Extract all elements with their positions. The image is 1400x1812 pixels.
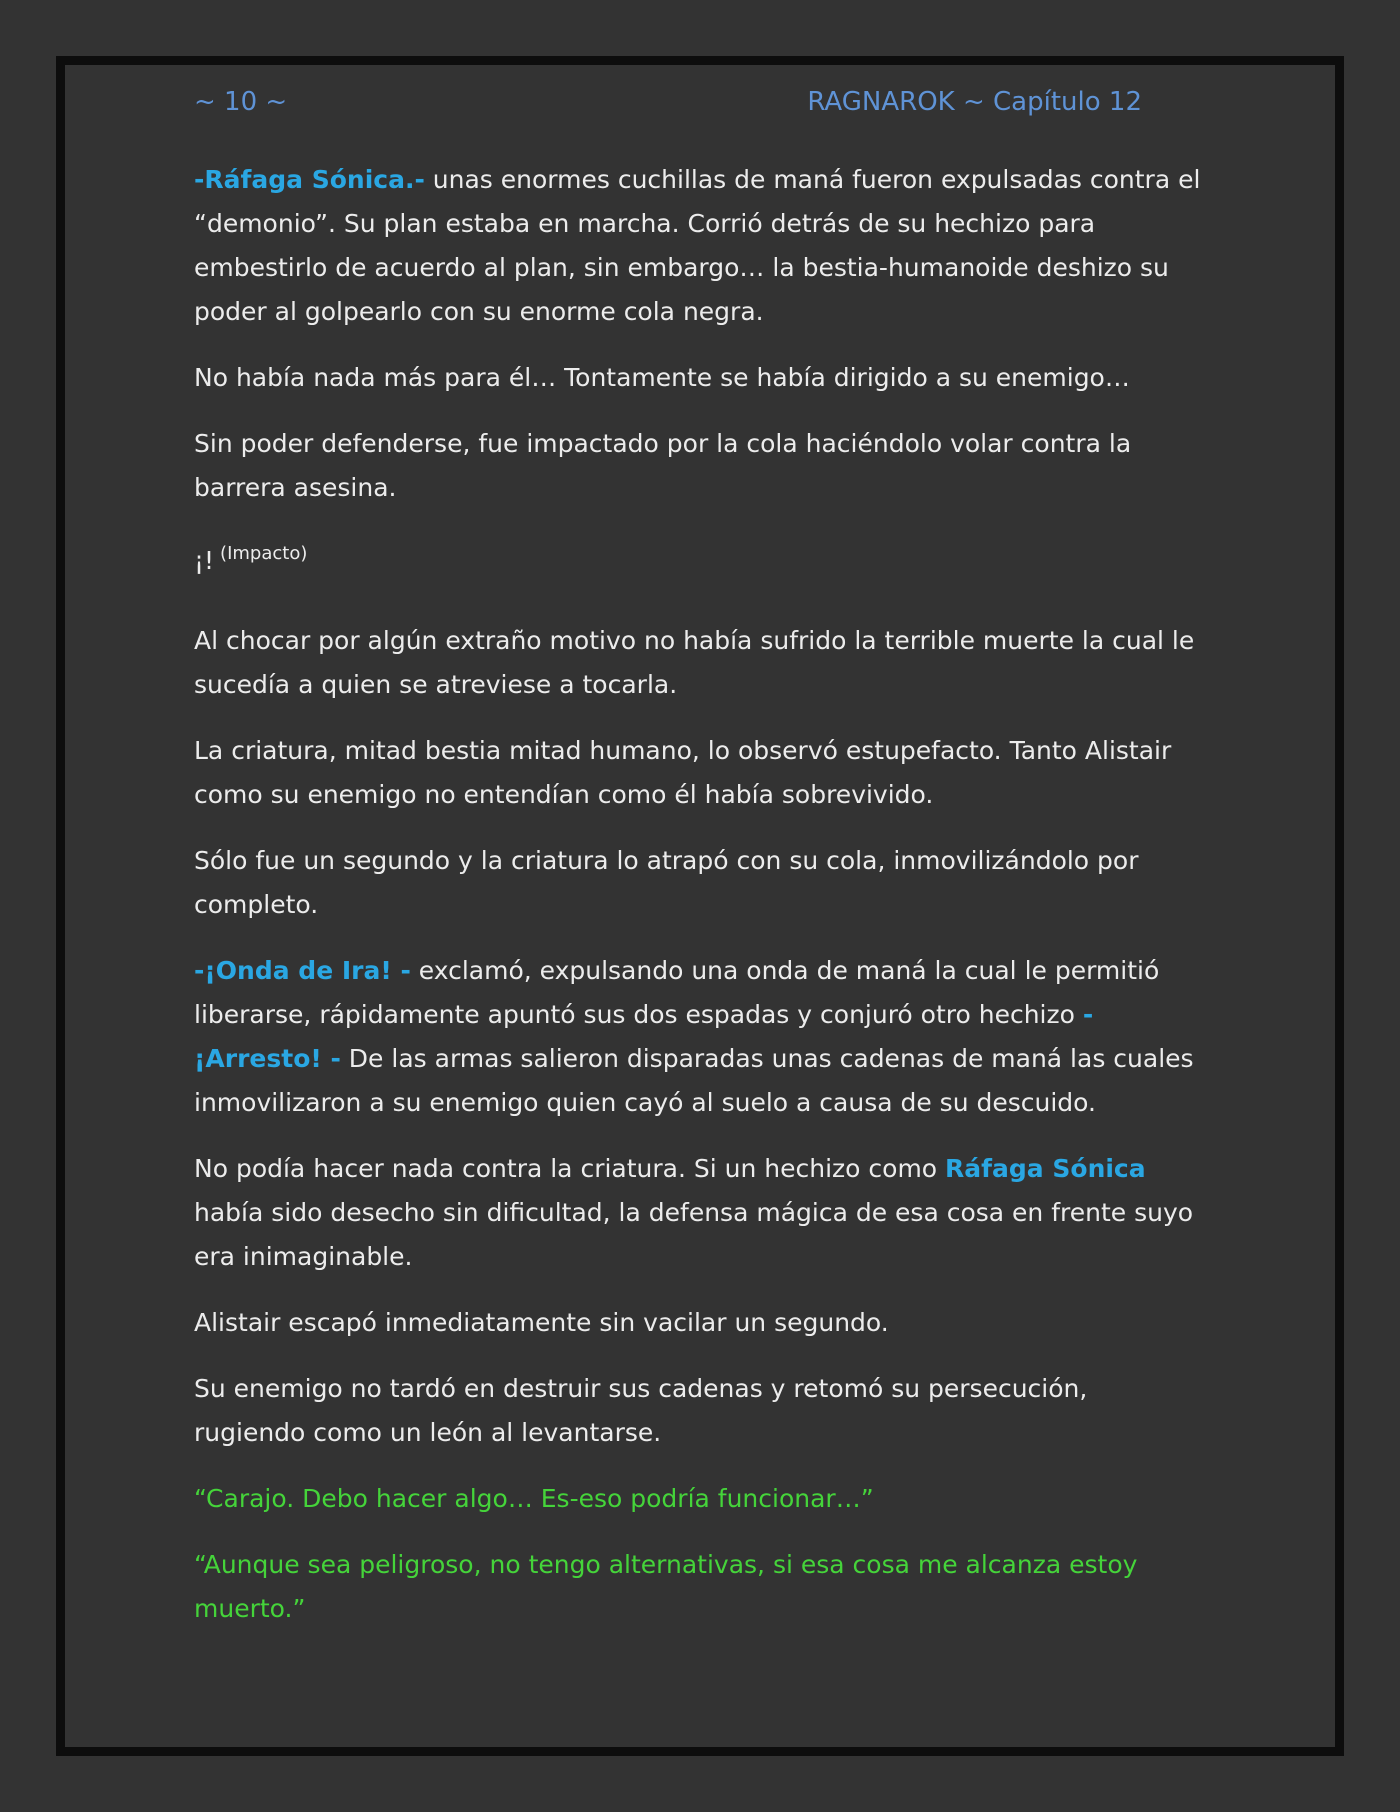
page-header	[138, 80, 1198, 124]
paragraph-3: Sin poder defenderse, fue impactado por la cola haciéndolo volar contra la barrera asesina.	[194, 429, 1132, 502]
spell-onda-de-ira: -¡Onda de Ira! -	[194, 956, 411, 985]
paragraph-7-body-2: De las armas salieron disparadas unas cadenas de maná las cuales inmovilizaron a su enemigo quien cayó al suelo a causa de su descuido.	[194, 1044, 1194, 1117]
paragraph-2: No había nada más para él… Tontamente se había dirigido a su enemigo…	[194, 363, 1130, 392]
paragraph-10: Su enemigo no tardó en destruir sus cadenas y retomó su persecución, rugiendo como un león al levantarse.	[194, 1374, 1088, 1447]
thought-2: “Aunque sea peligroso, no tengo alternativas, si esa cosa me alcanza estoy muerto.”	[194, 1550, 1138, 1623]
paragraph-6: Sólo fue un segundo y la criatura lo atrapó con su cola, inmovilizándolo por completo.	[194, 846, 1139, 919]
sound-effect-note: (Impacto)	[220, 543, 308, 564]
paragraph-8	[194, 1147, 1204, 1279]
spell-name-mention: Ráfaga Sónica	[945, 1154, 1146, 1183]
spell-rafaga-sonica: -Ráfaga Sónica.-	[194, 165, 425, 194]
sound-effect-text: ¡!	[194, 546, 215, 575]
paragraph-9: Alistair escapó inmediatamente sin vacilar un segundo.	[194, 1308, 889, 1337]
chapter-title: RAGNAROK ~ Capítulo 12	[807, 87, 1142, 117]
paragraph-4: Al chocar por algún extraño motivo no había sufrido la terrible muerte la cual le sucedía a quien se atreviese a tocarla.	[194, 626, 1195, 699]
page-content	[194, 158, 1204, 1653]
thought-1: “Carajo. Debo hacer algo… Es-eso podría funcionar…”	[194, 1484, 874, 1513]
paragraph-7-body-1: exclamó, expulsando una onda de maná la cual le permitió liberarse, rápidamente apuntó sus dos espadas y conjuró otro hechizo	[194, 956, 1160, 1029]
paragraph-1-body: unas enormes cuchillas de maná fueron expulsadas contra el “demonio”. Su plan estaba en marcha. Corrió detrás de su hechizo para embestirlo de acuerdo al plan, sin embargo… la bestia-humanoide deshizo su poder al golpearlo con su enorme cola negra.	[194, 165, 1201, 326]
paragraph-7	[194, 949, 1204, 1125]
paragraph-8-body-1: No podía hacer nada contra la criatura. Si un hechizo como	[194, 1154, 946, 1183]
paragraph-5: La criatura, mitad bestia mitad humano, lo observó estupefacto. Tanto Alistair como su enemigo no entendían como él había sobrevivido.	[194, 736, 1172, 809]
paragraph-8-body-2: había sido desecho sin dificultad, la defensa mágica de esa cosa en frente suyo era inimaginable.	[194, 1198, 1194, 1271]
spell-arresto: -¡Arresto! -	[194, 1000, 1094, 1073]
page-number: ~ 10 ~	[194, 87, 288, 117]
paragraph-1	[194, 158, 1204, 334]
sound-effect	[194, 532, 1204, 583]
